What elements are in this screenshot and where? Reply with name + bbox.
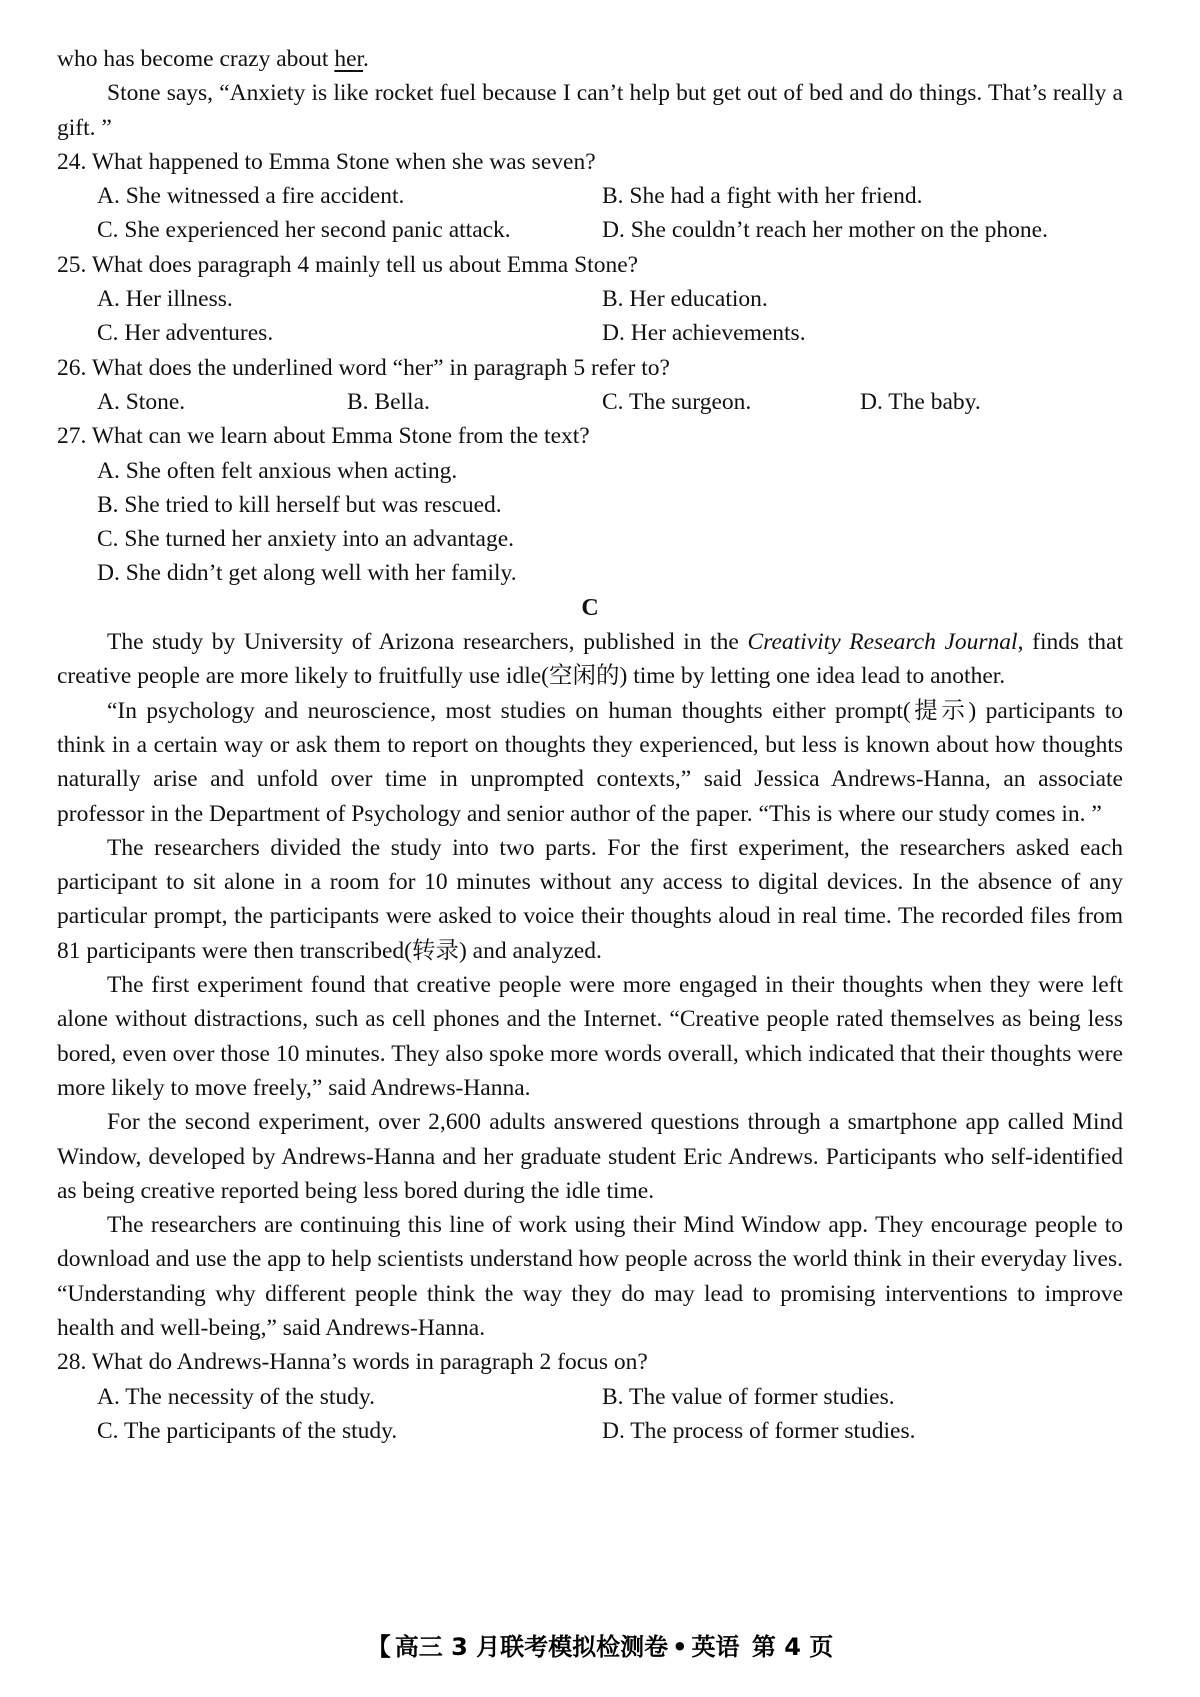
- question-options: [97, 454, 1123, 591]
- section-heading-c: C: [581, 594, 599, 621]
- paragraph-c-4: The first experiment found that creative people were more engaged in their thoughts when they were left alone without distractions, such as cell phones and the Internet. “Creative people rated themselves as being less bored, even over those 10 minutes. They also spoke more words overall, which indicated that their thoughts were more likely to move freely,” said Andrews-Hanna.: [57, 972, 1123, 1101]
- footer-exam-title: 高三 3 月联考模拟检测卷: [394, 1633, 669, 1661]
- paragraph-c-3: The researchers divided the study into two parts. For the first experiment, the researchers asked each participant to sit alone in a room for 10 minutes without any access to digital devices. In the absence of any particular prompt, the participants were asked to voice their thoughts aloud in real time. The recorded files from 81 participants were then transcribed(转录) and analyzed.: [57, 834, 1123, 964]
- question-options: [97, 1380, 1123, 1449]
- option-c: C. The surgeon.: [602, 388, 752, 415]
- passage-b-tail-period: .: [363, 46, 369, 72]
- paragraph-c-1-text-b: , finds that creative people are more likely to fruitfully use idle(空闲的) time by letting one idea lead to another.: [57, 629, 1123, 690]
- question-stem: 27. What can we learn about Emma Stone from the text?: [57, 423, 590, 450]
- footer-subject: 英语: [691, 1633, 740, 1661]
- option-b: B. Her education.: [602, 286, 768, 313]
- question-options: [97, 385, 1123, 419]
- option-a: A. The necessity of the study.: [97, 1383, 376, 1410]
- option-c: C. She experienced her second panic attack.: [97, 217, 511, 244]
- question-24: [57, 145, 1123, 248]
- question-27: [57, 419, 1123, 590]
- paragraph-c-5: For the second experiment, over 2,600 adults answered questions through a smartphone app called Mind Window, developed by Andrews-Hanna and her graduate student Eric Andrews. Participants who self-identified as being creative reported being less bored during the idle time.: [57, 1109, 1123, 1204]
- paragraph-c-6: The researchers are continuing this line of work using their Mind Window app. They encourage people to download and use the app to help scientists understand how people across the world think in their everyday lives. “Understanding why different people think the way they do may lead to promising interventions to improve health and well-being,” said Andrews-Hanna.: [57, 1212, 1123, 1341]
- passage-b-tail-text: who has become crazy about: [57, 46, 335, 72]
- option-row: [97, 385, 1123, 419]
- passage-b-tail-line: [57, 42, 1123, 76]
- option-d: D. Her achievements.: [602, 320, 806, 347]
- option-c: C. She turned her anxiety into an advantage.: [97, 526, 514, 553]
- question-options: [97, 282, 1123, 351]
- option-d: D. The process of former studies.: [602, 1417, 916, 1444]
- option-b: B. She had a fight with her friend.: [602, 183, 923, 210]
- option-a: A. She witnessed a fire accident.: [97, 183, 405, 210]
- page-footer: [0, 1627, 1200, 1662]
- option-row: [97, 213, 1123, 247]
- option-a: A. She often felt anxious when acting.: [97, 457, 458, 484]
- exam-page: [57, 42, 1123, 1448]
- option-a: A. Stone.: [97, 388, 186, 415]
- option-row: [97, 179, 1123, 213]
- option-d: D. She couldn’t reach her mother on the phone.: [602, 217, 1048, 244]
- question-stem: 28. What do Andrews-Hanna’s words in paragraph 2 focus on?: [57, 1349, 648, 1376]
- footer-bracket: 【: [366, 1633, 391, 1661]
- underlined-word-her: her: [334, 46, 364, 72]
- option-b: B. The value of former studies.: [602, 1383, 895, 1410]
- question-stem: 26. What does the underlined word “her” in paragraph 5 refer to?: [57, 354, 670, 381]
- paragraph-c-1-text-a: The study by University of Arizona researchers, published in the: [107, 629, 748, 656]
- question-options: [97, 179, 1123, 248]
- option-row: [97, 282, 1123, 316]
- option-c: C. Her adventures.: [97, 320, 274, 347]
- question-25: [57, 248, 1123, 351]
- option-row: [97, 1414, 1123, 1448]
- question-26: [57, 351, 1123, 420]
- journal-title: Creativity Research Journal: [747, 629, 1018, 656]
- paragraph-c-1: [57, 625, 1123, 694]
- option-row: [97, 1380, 1123, 1414]
- option-c: C. The participants of the study.: [97, 1417, 398, 1444]
- option-a: A. Her illness.: [97, 286, 233, 313]
- question-28: [57, 1345, 1123, 1448]
- question-stem: 24. What happened to Emma Stone when she was seven?: [57, 148, 596, 175]
- paragraph-c-2: “In psychology and neuroscience, most studies on human thoughts either prompt(提示) participants to think in a certain way or ask them to report on thoughts they experienced, but less is known about how thoughts naturally arise and unfold over time in unprompted contexts,” said Jessica Andrews-Hanna, an associate professor in the Department of Psychology and senior author of the paper. “This is where our study comes in. ”: [57, 697, 1123, 827]
- option-d: D. She didn’t get along well with her family.: [97, 560, 517, 587]
- option-b: B. She tried to kill herself but was rescued.: [97, 491, 502, 518]
- option-d: D. The baby.: [860, 388, 981, 415]
- option-row: [97, 316, 1123, 350]
- question-stem: 25. What does paragraph 4 mainly tell us about Emma Stone?: [57, 251, 639, 278]
- paragraph-stone-quote: Stone says, “Anxiety is like rocket fuel because I can’t help but get out of bed and do things. That’s really a gift. ”: [57, 80, 1123, 141]
- option-b: B. Bella.: [347, 388, 430, 415]
- footer-dot: •: [672, 1633, 688, 1661]
- footer-page-number: 第 4 页: [751, 1633, 834, 1661]
